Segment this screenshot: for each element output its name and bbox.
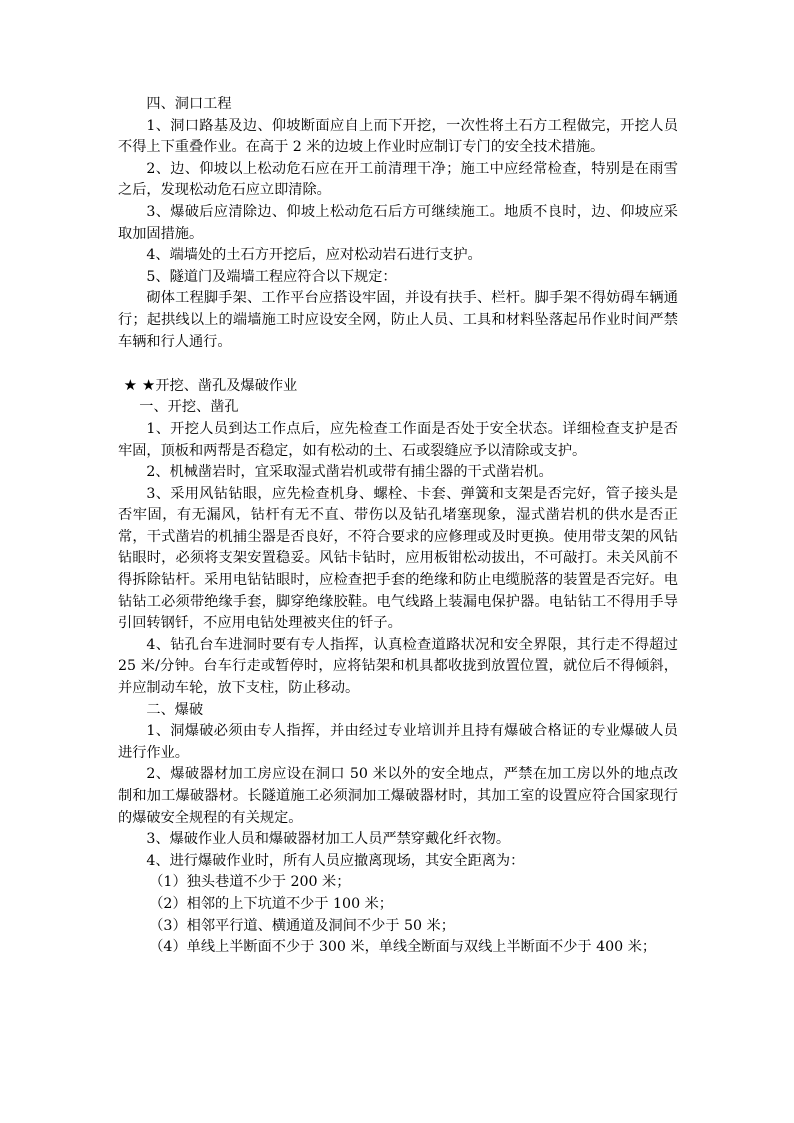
paragraph-excavation-1: 1、开挖人员到达工作点后，应先检查工作面是否处于安全状态。详细检查支护是否牢固，顶板和两帮是否稳定，如有松动的土、石或裂缝应予以清除或支护。	[118, 420, 678, 459]
paragraph-blasting-2: 2、爆破器材加工房应设在洞口 50 米以外的安全地点，严禁在加工房以外的地点改制和加工爆破器材。长隧道施工必须洞加工爆破器材时，其加工室的设置应符合国家现行的爆破安全规程的有关规定。	[118, 766, 678, 826]
paragraph-blasting-3: 3、爆破作业人员和爆破器材加工人员严禁穿戴化纤衣物。	[146, 831, 511, 848]
distance-item-3: （3）相邻平行道、横通道及洞间不少于 50 米；	[149, 917, 455, 934]
paragraph-portal-1: 1、洞口路基及边、仰坡断面应自上而下开挖，一次性将土石方工程做完，开挖人员不得上下重叠作业。在高于 2 米的边坡上作业时应制订专门的安全技术措施。	[118, 117, 678, 156]
paragraph-portal-4: 4、端墙处的土石方开挖后，应对松动岩石进行支护。	[146, 247, 482, 264]
section-heading-tunnel-portal: 四、洞口工程	[146, 96, 232, 112]
paragraph-excavation-4: 4、钻孔台车进洞时要有专人指挥，认真检查道路状况和安全界限，其行走不得超过 25 米/分钟。台车行走或暂停时，应将钻架和机具都收拢到放置位置，就位后不得倾斜，并应制动车轮，放下支柱，防止移动。	[118, 636, 678, 697]
blank-line	[118, 353, 678, 375]
section-title-excavation: 开挖、凿孔及爆破作业	[155, 377, 298, 394]
sub-heading-blasting: 二、爆破	[146, 701, 204, 718]
paragraph-excavation-2: 2、机械凿岩时，宜采取湿式凿岩机或带有捕尘器的干式凿岩机。	[146, 464, 553, 481]
paragraph-portal-2: 2、边、仰坡以上松动危石应在开工前清理干净；施工中应经常检查，特别是在雨雪之后，发现松动危石应立即清除。	[118, 160, 678, 199]
paragraph-portal-5: 5、隧道门及端墙工程应符合以下规定：	[146, 268, 397, 285]
paragraph-excavation-3: 3、采用风钻钻眼，应先检查机身、螺栓、卡套、弹簧和支架是否完好，管子接头是否牢固，有无漏风，钻杆有无不直、带伤以及钻孔堵塞现象，湿式凿岩机的供水是否正常，干式凿岩的机捕尘器是否良好，不符合要求的应修理或及时更换。使用带支架的风钻钻眼时，必须将支架安置稳妥。风钻卡钻时，应用板钳松动拔出，不可敲打。未关风前不得拆除钻杆。采用电钻钻眼时，应检查把手套的绝缘和防止电缆脱落的装置是否完好。电钻钻工必须带绝缘手套，脚穿绝缘胶鞋。电气线路上装漏电保护器。电钻钻工不得用手导引回转钢钎，不应用电钻处理被夹住的钎子。	[118, 485, 678, 632]
sub-heading-excavation-drilling: 一、开挖、凿孔	[139, 399, 239, 416]
paragraph-portal-3: 3、爆破后应清除边、仰坡上松动危石后方可继续施工。地质不良时，边、仰坡应采取加固措施。	[118, 203, 678, 242]
distance-item-1: （1）独头巷道不少于 200 米；	[149, 874, 351, 891]
paragraph-blasting-4: 4、进行爆破作业时，所有人员应撤离现场，其安全距离为：	[146, 852, 525, 869]
document-page	[118, 94, 678, 959]
section-heading-excavation	[118, 375, 678, 398]
star-icon: ★ ★	[123, 375, 156, 394]
paragraph-portal-6: 砌体工程脚手架、工作平台应搭设牢固，并设有扶手、栏杆。脚手架不得妨碍车辆通行；起拱线以上的端墙施工时应设安全网，防止人员、工具和材料坠落起吊作业时间严禁车辆和行人通行。	[118, 290, 678, 350]
paragraph-blasting-1: 1、洞爆破必须由专人指挥，并由经过专业培训并且持有爆破合格证的专业爆破人员进行作业。	[118, 723, 678, 761]
distance-item-2: （2）相邻的上下坑道不少于 100 米；	[149, 895, 393, 912]
distance-item-4: （4）单线上半断面不少于 300 米，单线全断面与双线上半断面不少于 400 米；	[149, 939, 657, 956]
